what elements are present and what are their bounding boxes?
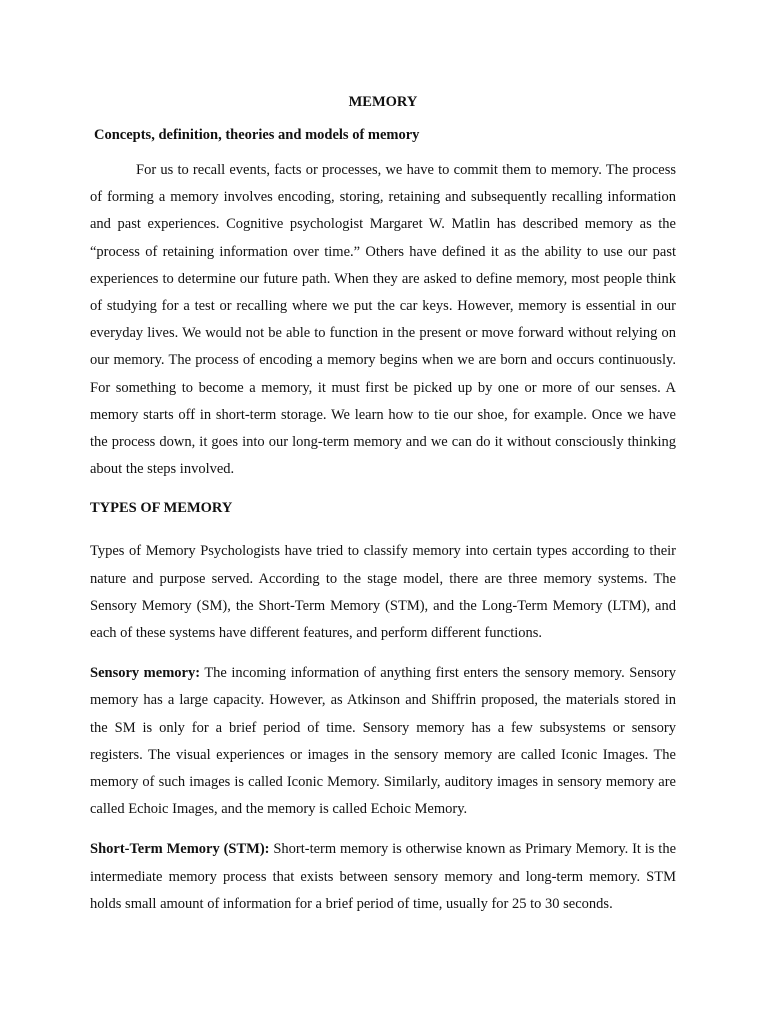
stm-text: Short-term memory is otherwise known as Primary Memory. It is the intermediate memory process that exists between sensory memory and long-term memory. STM holds small amount of information for a brief period of time, usually for 25 to 30 seconds.	[90, 841, 676, 912]
document-subtitle: Concepts, definition, theories and models of memory	[94, 127, 420, 143]
types-paragraph: Types of Memory Psychologists have tried to classify memory into certain types according to their nature and purpose served. According to the stage model, there are three memory systems. The Sensory Memory (SM), the Short-Term Memory (STM), and the Long-Term Memory (LTM), and each of these systems have different features, and perform different functions.	[90, 543, 676, 642]
stm-paragraph	[90, 836, 676, 918]
sensory-memory-text: The incoming information of anything first enters the sensory memory. Sensory memory has a large capacity. However, as Atkinson and Shiffrin proposed, the materials stored in the SM is only for a brief period of time. Sensory memory has a few subsystems or sensory registers. The visual experiences or images in the sensory memory are called Iconic Images. The memory of such images is called Iconic Memory. Similarly, auditory images in sensory memory are called Echoic Images, and the memory is called Echoic Memory.	[90, 665, 676, 818]
sensory-memory-label: Sensory memory:	[90, 665, 201, 682]
intro-paragraph: For us to recall events, facts or processes, we have to commit them to memory. The process of forming a memory involves encoding, storing, retaining and subsequently recalling information and past experiences. Cognitive psychologist Margaret W. Matlin has described memory as the “process of retaining information over time.” Others have defined it as the ability to use our past experiences to determine our future path. When they are asked to define memory, most people think of studying for a test or recalling where we put the car keys. However, memory is essential in our everyday lives. We would not be able to function in the present or move forward without relying on our memory. The process of encoding a memory begins when we are born and occurs continuously. For something to become a memory, it must first be picked up by one or more of our senses. A memory starts off in short-term storage. We learn how to tie our shoe, for example. Once we have the process down, it goes into our long-term memory and we can do it without consciously thinking about the steps involved.	[90, 162, 676, 478]
stm-label: Short-Term Memory (STM):	[90, 841, 270, 858]
sensory-memory-paragraph	[90, 660, 676, 823]
document-page	[90, 92, 676, 918]
document-title: MEMORY	[348, 94, 418, 110]
section-heading-types: TYPES OF MEMORY	[90, 500, 233, 517]
